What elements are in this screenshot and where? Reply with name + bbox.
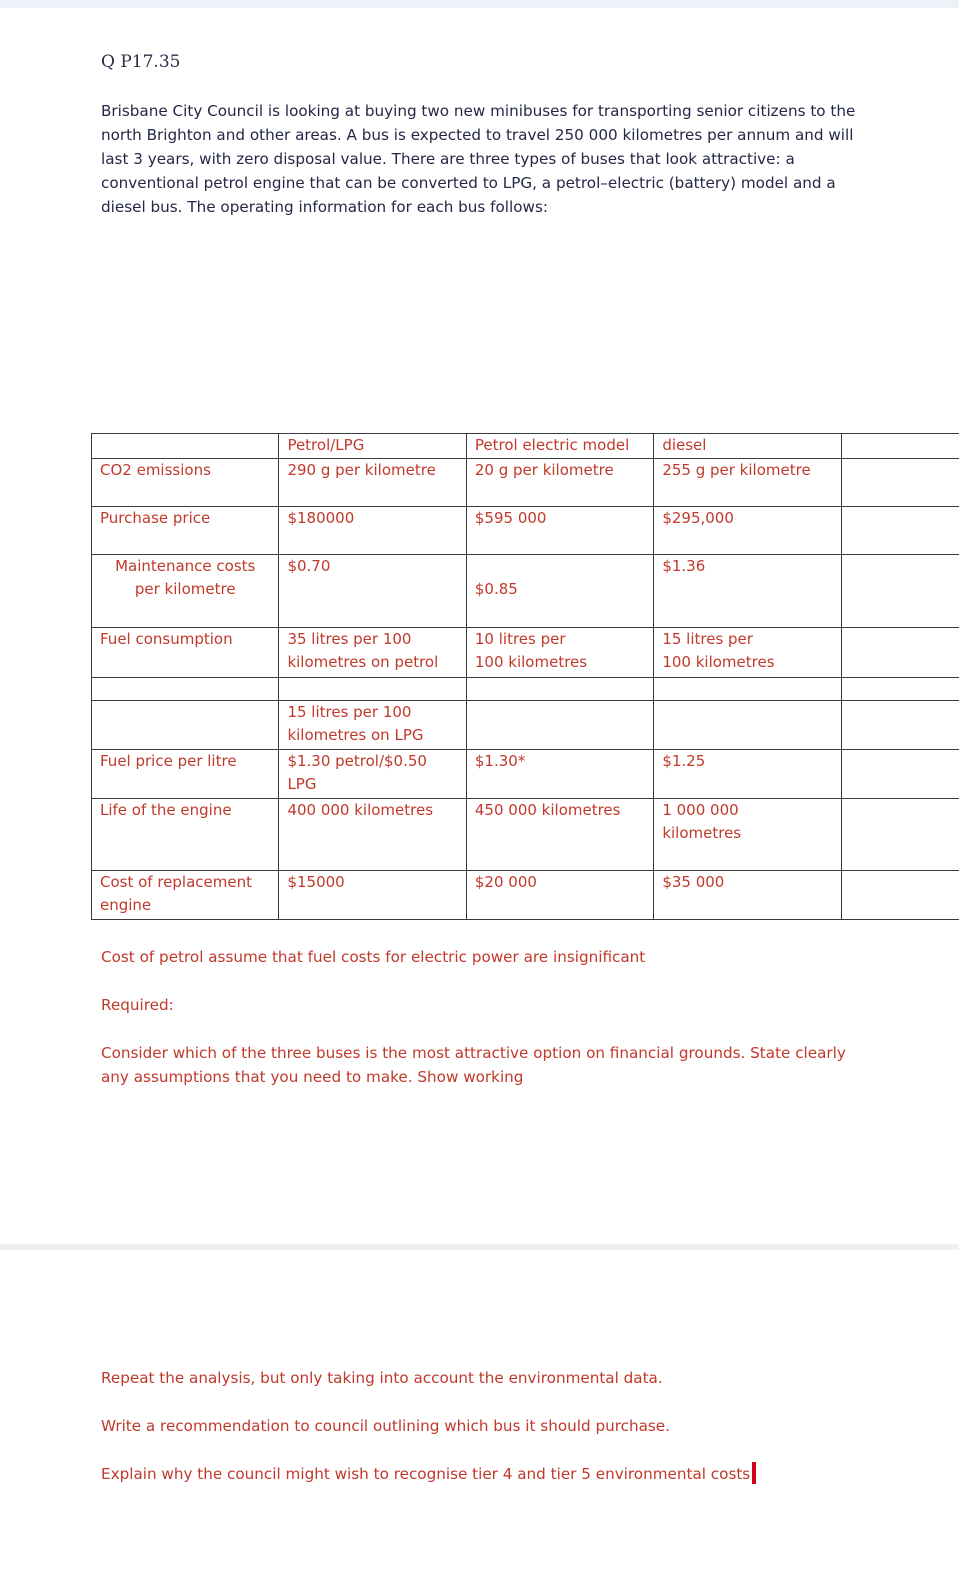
cell-consumption-electric-line1: 10 litres per xyxy=(474,629,566,648)
table-cell xyxy=(466,700,653,749)
section-divider xyxy=(0,1244,959,1250)
cell-fuel-price-petrol xyxy=(279,749,466,798)
cell-consumption-lpg-line2: kilometres on LPG xyxy=(287,726,424,744)
cell-fuel-price-electric: $1.30* xyxy=(466,749,653,798)
row-label-replacement xyxy=(92,870,279,919)
question-title: Q P17.35 xyxy=(101,52,181,72)
cell-purchase-diesel: $295,000 xyxy=(654,506,841,554)
cell-life-diesel-line2: kilometres xyxy=(662,824,742,842)
cell-co2-diesel: 255 g per kilometre xyxy=(654,458,841,506)
followup-environmental: Repeat the analysis, but only taking into account the environmental data. xyxy=(101,1369,663,1387)
table-row-fuel-price xyxy=(92,749,959,798)
cell-consumption-diesel xyxy=(654,627,841,677)
table-cell xyxy=(841,627,959,677)
table-cell xyxy=(841,458,959,506)
table-cell xyxy=(841,749,959,798)
cell-life-diesel-line1: 1 000 000 xyxy=(662,800,739,819)
cell-consumption-lpg xyxy=(279,700,466,749)
table-cell xyxy=(654,700,841,749)
row-label-replacement-line2: engine xyxy=(100,896,152,914)
cell-consumption-electric xyxy=(466,627,653,677)
cell-consumption-petrol xyxy=(279,627,466,677)
column-header-diesel: diesel xyxy=(654,434,841,459)
row-label-replacement-line1: Cost of replacement xyxy=(100,872,252,891)
text-cursor xyxy=(752,1462,756,1484)
cell-co2-electric: 20 g per kilometre xyxy=(466,458,653,506)
cell-consumption-diesel-line2: 100 kilometres xyxy=(662,653,775,671)
top-band xyxy=(0,0,959,8)
table-cell xyxy=(92,700,279,749)
assumption-note: Cost of petrol assume that fuel costs for electric power are insignificant xyxy=(101,948,646,966)
column-header-petrol: Petrol/LPG xyxy=(279,434,466,459)
table-row-replacement xyxy=(92,870,959,919)
task-text: Consider which of the three buses is the most attractive option on financial grounds. State clearly any assumptions that you need to make. Show working xyxy=(101,1044,846,1086)
table-row-fuel-consumption xyxy=(92,627,959,677)
cell-fuel-price-petrol-line1: $1.30 petrol/$0.50 xyxy=(287,751,427,770)
cell-purchase-electric: $595 000 xyxy=(466,506,653,554)
table-cell xyxy=(841,506,959,554)
table-row-maintenance xyxy=(92,554,959,627)
cell-replacement-electric: $20 000 xyxy=(466,870,653,919)
table-cell xyxy=(92,434,279,459)
table-cell xyxy=(841,434,959,459)
cell-fuel-price-diesel: $1.25 xyxy=(654,749,841,798)
cell-maintenance-electric xyxy=(466,554,653,627)
cell-purchase-petrol: $180000 xyxy=(279,506,466,554)
row-label-fuel-price: Fuel price per litre xyxy=(92,749,279,798)
followup-recommendation: Write a recommendation to council outlining which bus it should purchase. xyxy=(101,1417,670,1435)
cell-life-petrol: 400 000 kilometres xyxy=(279,798,466,870)
cell-life-electric: 450 000 kilometres xyxy=(466,798,653,870)
cell-consumption-petrol-line1: 35 litres per 100 xyxy=(287,629,412,648)
cell-replacement-petrol: $15000 xyxy=(279,870,466,919)
followup-tier-costs[interactable] xyxy=(101,1462,756,1486)
table-cell xyxy=(841,677,959,700)
cell-maintenance-diesel: $1.36 xyxy=(654,554,841,627)
cell-consumption-electric-line2: 100 kilometres xyxy=(474,653,588,671)
table-cell xyxy=(841,798,959,870)
cell-life-diesel xyxy=(654,798,841,870)
question-intro: Brisbane City Council is looking at buying two new minibuses for transporting senior citizens to the north Brighton and other areas. A bus is expected to travel 250 000 kilometres per annum and will last 3 years, with zero disposal value. There are three types of buses that look attractive: a conventional petrol engine that can be converted to LPG, a petrol–electric (battery) model and a diesel bus. The operating information for each bus follows: xyxy=(101,102,856,216)
table-header-row xyxy=(92,434,959,459)
row-label-purchase: Purchase price xyxy=(92,506,279,554)
cell-replacement-diesel: $35 000 xyxy=(654,870,841,919)
cell-consumption-petrol-line2: kilometres on petrol xyxy=(287,653,439,671)
followup-tier-costs-text: Explain why the council might wish to recognise tier 4 and tier 5 environmental costs xyxy=(101,1465,751,1483)
table-row-empty xyxy=(92,677,959,700)
table-cell xyxy=(279,677,466,700)
cell-fuel-price-petrol-line2: LPG xyxy=(287,775,317,793)
required-label: Required: xyxy=(101,996,174,1014)
row-label-engine-life: Life of the engine xyxy=(92,798,279,870)
row-label-maintenance-line1: Maintenance costs xyxy=(115,556,256,575)
table-cell xyxy=(92,677,279,700)
row-label-co2: CO2 emissions xyxy=(92,458,279,506)
table-cell xyxy=(841,554,959,627)
table-row-co2 xyxy=(92,458,959,506)
row-label-fuel-consumption: Fuel consumption xyxy=(92,627,279,677)
cell-maintenance-electric-value: $0.85 xyxy=(474,580,518,598)
cell-co2-petrol: 290 g per kilometre xyxy=(279,458,466,506)
row-label-maintenance xyxy=(92,554,279,627)
bus-operating-table xyxy=(91,433,959,920)
table-cell xyxy=(841,870,959,919)
column-header-electric: Petrol electric model xyxy=(466,434,653,459)
cell-consumption-lpg-line1: 15 litres per 100 xyxy=(287,702,412,721)
table-cell xyxy=(841,700,959,749)
table-cell xyxy=(654,677,841,700)
cell-maintenance-petrol: $0.70 xyxy=(279,554,466,627)
cell-consumption-diesel-line1: 15 litres per xyxy=(662,629,753,648)
table-row-purchase xyxy=(92,506,959,554)
table-row-lpg xyxy=(92,700,959,749)
table-cell xyxy=(466,677,653,700)
row-label-maintenance-line2: per kilometre xyxy=(134,580,236,598)
table-row-engine-life xyxy=(92,798,959,870)
